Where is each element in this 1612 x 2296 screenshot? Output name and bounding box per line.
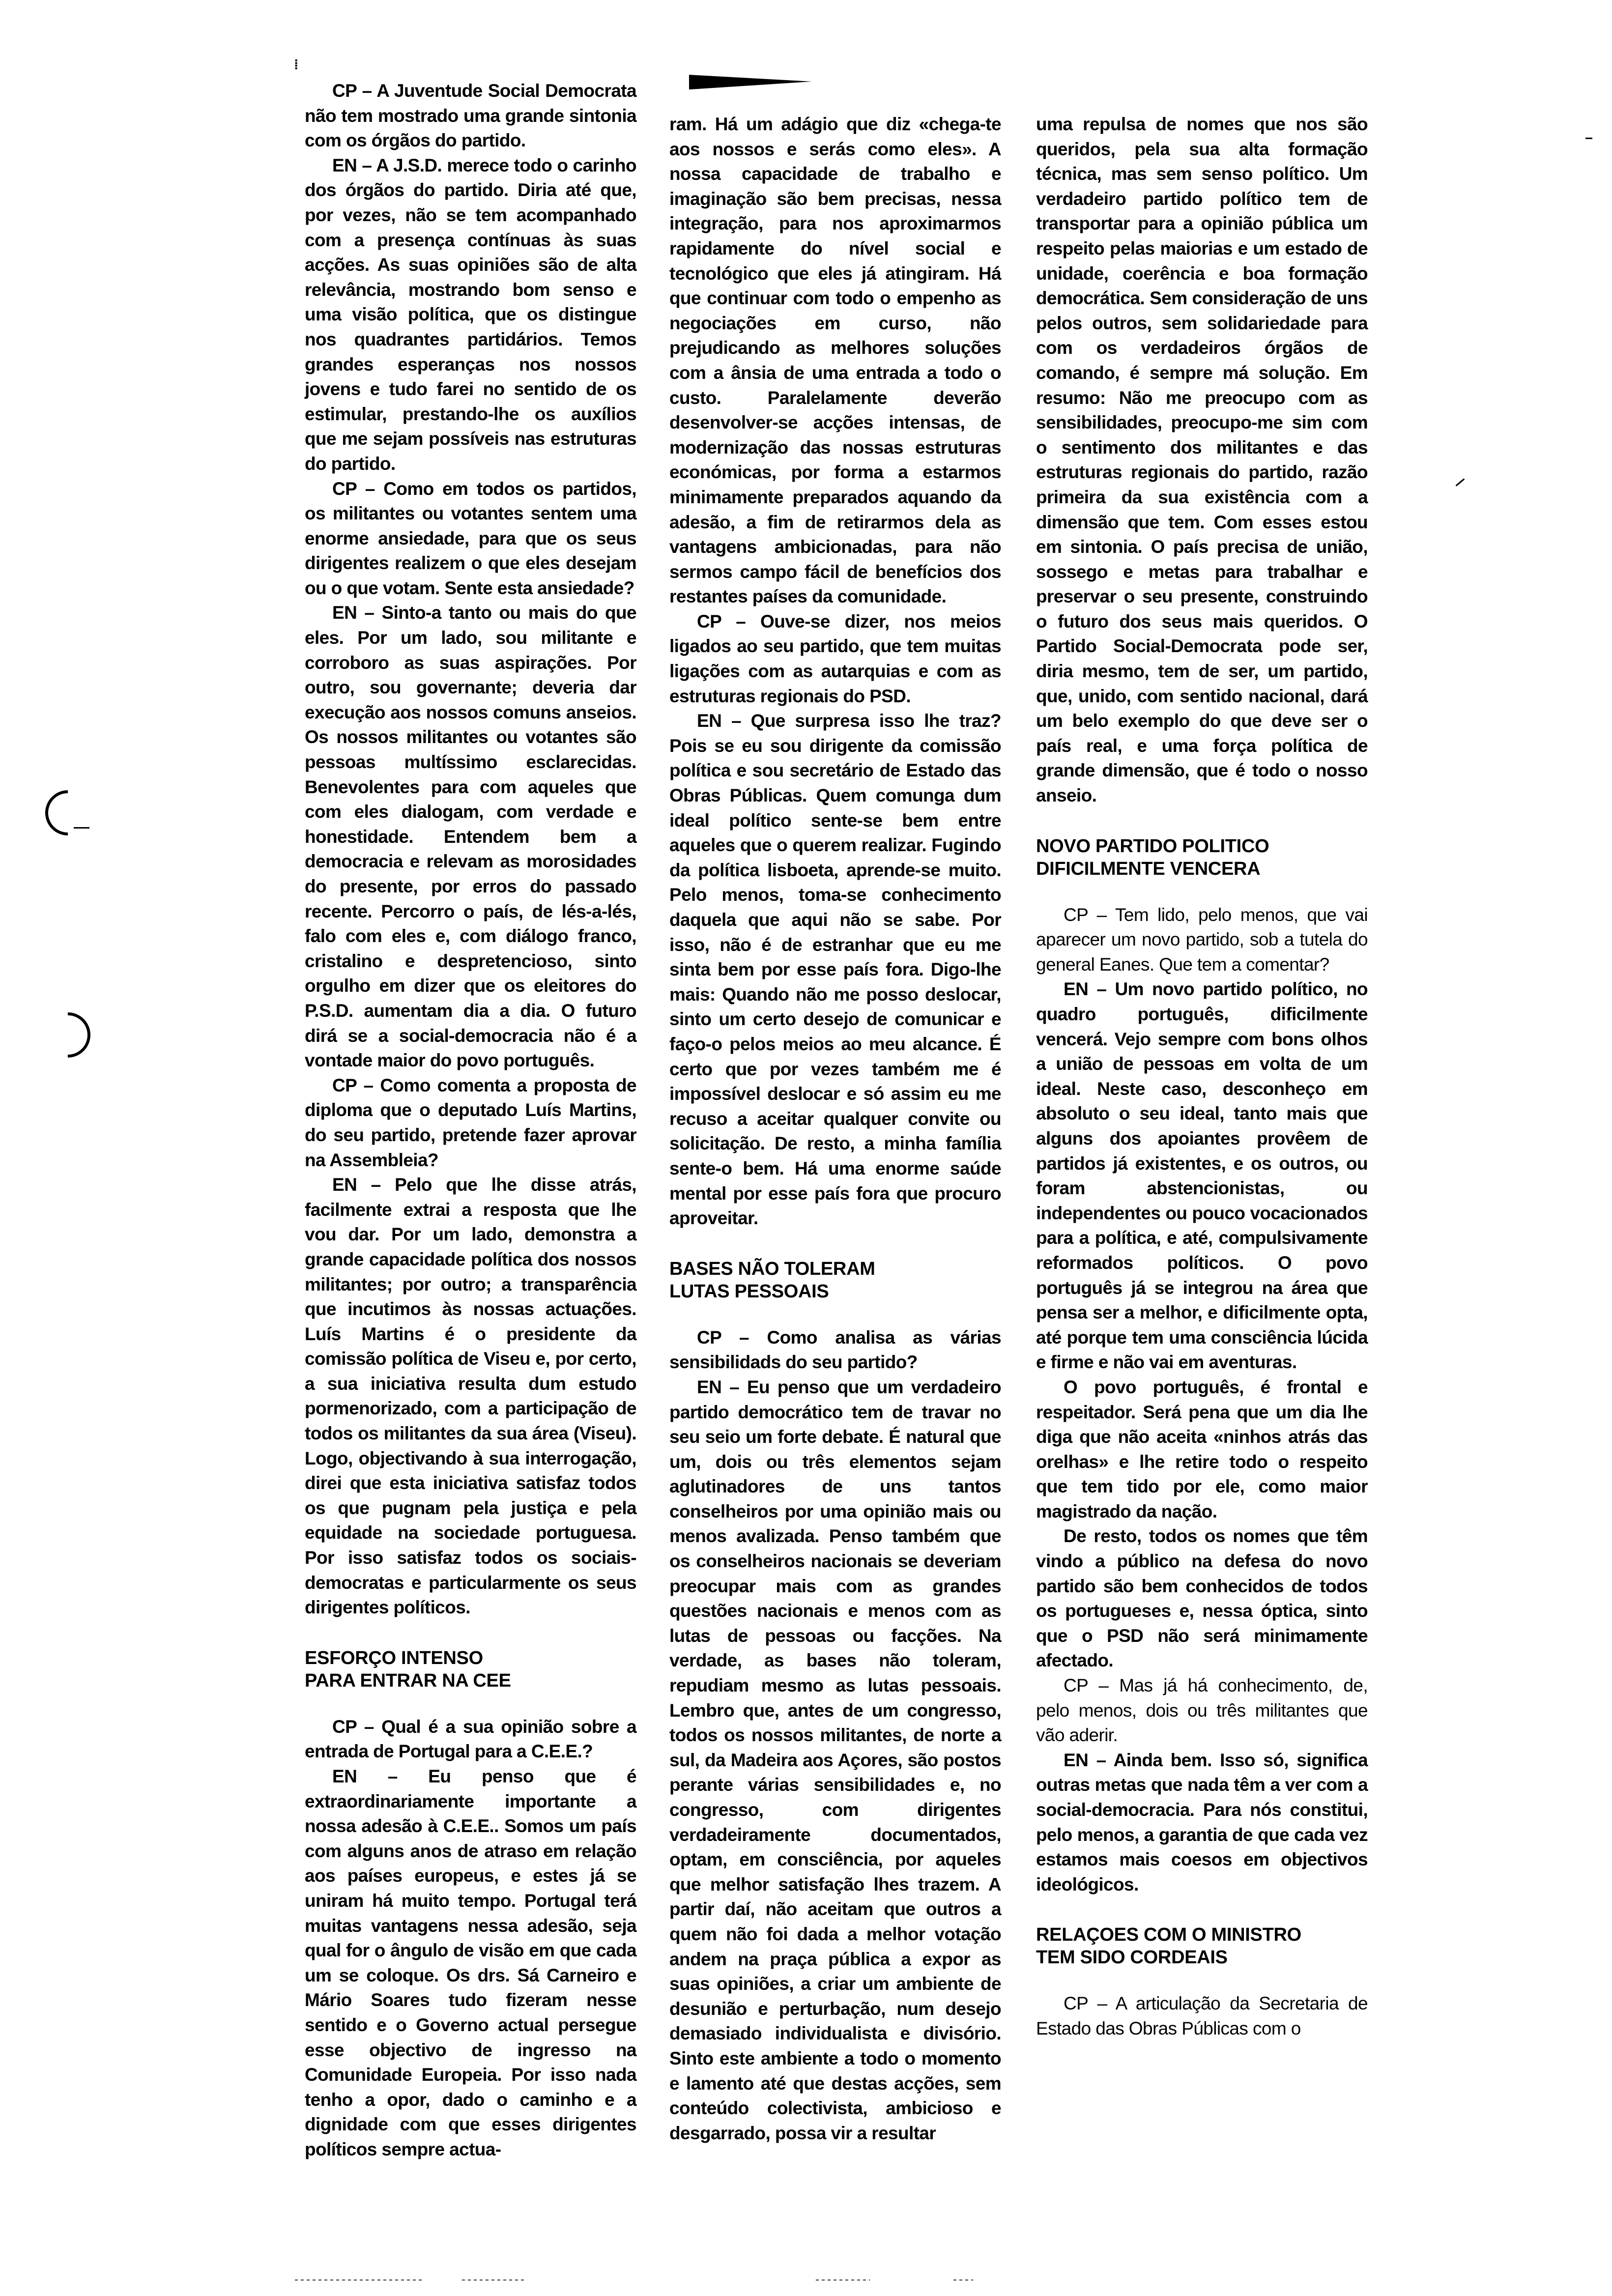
interviewer-question: CP – Mas já há conhecimento, de, pelo menos, dois ou três militantes que vão aderir.	[1036, 1675, 1368, 1746]
section-heading	[669, 1258, 1001, 1303]
section-heading-line: NOVO PARTIDO POLITICO	[1036, 835, 1269, 857]
interviewer-question: CP – Como em todos os partidos, os militantes ou votantes sentem uma enorme ansiedade, para que os seus dirigentes realizem o que eles desejam ou o que votam. Sente esta ansiedade?	[305, 478, 636, 598]
interviewer-question: CP – Tem lido, pelo menos, que vai aparecer um novo partido, sob a tutela do general Eanes. Que tem a comentar?	[1036, 904, 1368, 975]
margin-tick	[1585, 138, 1592, 139]
article-column-3	[1036, 112, 1368, 2041]
section-heading-line: PARA ENTRAR NA CEE	[305, 1670, 511, 1691]
section-heading-line: RELAÇOES COM O MINISTRO	[1036, 1924, 1301, 1946]
interviewee-answer: EN – Que surpresa isso lhe traz? Pois se eu sou dirigente da comissão política e sou secretário de Estado das Obras Públicas. Quem comunga dum ideal político sente-se bem entre aqueles que o querem realizar. Fugindo da política lisboeta, aprende-se muito. Pelo menos, toma-se conhecimento daquela que aqui não se sabe. Por isso, não é de estranhar que eu me sinta bem por esse país fora. Digo-lhe mais: Quando não me posso deslocar, sinto um certo desejo de comunicar e faço-o pelos meios ao meu alcance. É certo que por vezes também me é impossível deslocar e só assim eu me recuso a aceitar qualquer convite ou solicitação. De resto, a minha família sente-o bem. Há uma enorme saúde mental por esse país fora que procuro aproveitar.	[669, 711, 1001, 1229]
interviewee-answer: EN – Eu penso que é extraordinariamente importante a nossa adesão à C.E.E.. Somos um país com alguns anos de atraso em relação aos países europeus, e estes já se uniram há muito tempo. Portugal terá muitas vantagens nessa adesão, seja qual for o ângulo de visão em que cada um se coloque. Os drs. Sá Carneiro e Mário Soares tudo fizeram nesse sentido e o Governo actual persegue esse objectivo de ingresso na Comunidade Europeia. Por isso nada tenho a opor, dado o caminho e a dignidade com que esses dirigentes políticos sempre actua-	[305, 1766, 636, 2159]
interviewer-question: CP – Ouve-se dizer, nos meios ligados ao seu partido, que tem muitas ligações com as autarquias e com as estruturas regionais do PSD.	[669, 611, 1001, 706]
interviewer-question: CP – A articulação da Secretaria de Estado das Obras Públicas com o	[1036, 1993, 1368, 2038]
punch-hole-icon	[36, 1003, 100, 1067]
section-heading	[1036, 1923, 1368, 1969]
section-heading-line: ESFORÇO INTENSO	[305, 1647, 483, 1668]
section-heading-line: BASES NÃO TOLERAM	[669, 1258, 875, 1279]
interviewer-question: CP – Qual é a sua opinião sobre a entrada de Portugal para a C.E.E.?	[305, 1716, 636, 1762]
article-column-2	[669, 112, 1001, 2146]
punch-hole-icon	[36, 781, 100, 845]
top-wedge-rule	[689, 73, 812, 89]
footer-scan-noise	[953, 2279, 973, 2281]
section-heading-line: DIFICILMENTE VENCERA	[1036, 858, 1261, 879]
interviewer-question: CP – A Juventude Social Democrata não tem mostrado uma grande sintonia com os órgãos do partido.	[305, 81, 636, 151]
interviewee-answer: EN – Sinto-a tanto ou mais do que eles. Por um lado, sou militante e corroboro as suas aspirações. Por outro, sou governante; deveria dar execução aos nossos comuns anseios. Os nossos militantes ou votantes são pessoas multíssimo esclarecidas. Benevolentes para com aqueles que com eles dialogam, com verdade e honestidade. Entendem bem a democracia e relevam as morosidades do presente, por erros do passado recente. Percorro o país, de lés-a-lés, falo com eles e, com diálogo franco, cristalino e despretencioso, sinto orgulho em dizer que os eleitores do P.S.D. aumentam dia a dia. O futuro dirá se a social-democracia não é a vontade maior do povo português.	[305, 603, 636, 1071]
interviewee-answer: EN – Pelo que lhe disse atrás, facilmente extrai a resposta que lhe vou dar. Por um lado, demonstra a grande capacidade política dos nossos militantes; por outro; a transparência que incutimos às nossas actuações. Luís Martins é o presidente da comissão política de Viseu e, por certo, a sua iniciativa resulta dum estudo pormenorizado, com a participação de todos os militantes da sua área (Viseu). Logo, objectivando à sua interrogação, direi que esta iniciativa satisfaz todos os que pugnam pela justiça e pela equidade na sociedade portuguesa. Por isso satisfaz todos os sociais-democratas e particularmente os seus dirigentes políticos.	[305, 1175, 636, 1618]
section-heading	[1036, 835, 1368, 880]
footer-scan-noise	[816, 2279, 870, 2281]
interviewee-answer: EN – Ainda bem. Isso só, significa outras metas que nada têm a ver com a social-democracia. Para nós constitui, pelo menos, a garantia de que cada vez estamos mais coesos em objectivos ideológicos.	[1036, 1750, 1368, 1894]
article-paragraph: uma repulsa de nomes que nos são queridos, pela sua alta formação técnica, mas sem senso político. Um verdadeiro partido político tem de transportar para a opinião pública um respeito pelas maiorias e um estado de unidade, coerência e boa formação democrática. Sem consideração de uns pelos outros, sem solidariedade para com os verdadeiros órgãos de comando, é sempre má solução. Em resumo: Não me preocupo com as sensibilidades, preocupo-me sim com o sentimento dos militantes e das estruturas regionais do partido, razão primeira da sua existência com a dimensão que tem. Com esses estou em sintonia. O país precisa de união, sossego e metas para trabalhar e preservar o seu presente, construindo o futuro dos seus mais queridos. O Partido Social-Democrata pode ser, diria mesmo, tem de ser, um partido, que, unido, com sentido nacional, dará um belo exemplo do que deve ser o país real, e uma força política de grande dimensão, que é todo o nosso anseio.	[1036, 114, 1368, 806]
footer-scan-noise	[462, 2279, 526, 2281]
section-heading	[305, 1647, 636, 1692]
article-paragraph: ram. Há um adágio que diz «chega-te aos nossos e serás como eles». A nossa capacidade de trabalho e imaginação são bem precisas, nessa integração, para nos aproximarmos rapidamente do nível social e tecnológico que eles já atingiram. Há que continuar com todo o empenho as negociações em curso, não prejudicando as melhores soluções com a ânsia de uma entrada a todo o custo. Paralelamente deverão desenvolver-se acções intensas, de modernização das nossas estruturas económicas, por forma a estarmos minimamente preparados aquando da adesão, a fim de retirarmos dela as vantagens ambicionadas, para não sermos campo fácil de benefícios dos restantes países da comunidade.	[669, 114, 1001, 607]
article-paragraph: De resto, todos os nomes que têm vindo a público na defesa do novo partido são bem conhecidos de todos os portugueses e, nessa óptica, sinto que o PSD não será minimamente afectado.	[1036, 1526, 1368, 1671]
footer-scan-noise	[295, 2279, 423, 2281]
article-paragraph: O povo português, é frontal e respeitador. Será pena que um dia lhe diga que não aceita «ninhos atrás das orelhas» e lhe retire todo o respeito que tem tido por ele, como maior magistrado da nação.	[1036, 1377, 1368, 1521]
margin-tick	[74, 827, 89, 829]
interviewee-answer: EN – A J.S.D. merece todo o carinho dos órgãos do partido. Diria até que, por vezes, não se tem acompanhado com a presença contínuas às suas acções. As suas opiniões são de alta relevância, mostrando bom senso e uma visão política, que os distingue nos quadrantes partidários. Temos grandes esperanças nos nossos jovens e tudo farei no sentido de os estimular, prestando-lhe os auxílios que me sejam possíveis nas estruturas do partido.	[305, 155, 636, 474]
interviewee-answer: EN – Eu penso que um verdadeiro partido democrático tem de travar no seu seio um forte debate. É natural que um, dois ou três elementos sejam aglutinadores de uns tantos conselheiros por uma opinião mais ou menos avalizada. Penso também que os conselheiros nacionais se deveriam preocupar mais com as grandes questões nacionais e menos com as lutas de pessoas ou facções. Na verdade, as bases não toleram, repudiam mesmo as lutas pessoais. Lembro que, antes de um congresso, todos os nossos militantes, de norte a sul, da Madeira aos Açores, são postos perante várias sensibilidades e, no congresso, com dirigentes verdadeiramente documentados, optam, em consciência, por aqueles que melhor satisfação lhes trazem. A partir daí, não aceitam que outros a quem não foi dada a melhor votação andem na praça pública a expor as suas opiniões, a criar um ambiente de desunião e perturbação, num desejo demasiado individualista e divisório. Sinto este ambiente a todo o momento e lamento até que destas acções, sem conteúdo colectivista, ambicioso e desgarrado, possa vir a resultar	[669, 1377, 1001, 2143]
interviewer-question: CP – Como comenta a proposta de diploma que o deputado Luís Martins, do seu partido, pretende fazer aprovar na Assembleia?	[305, 1075, 636, 1170]
section-heading-line: TEM SIDO CORDEAIS	[1036, 1947, 1228, 1968]
section-heading-line: LUTAS PESSOAIS	[669, 1281, 829, 1302]
margin-tick	[1456, 478, 1465, 486]
margin-tick: ⁞	[294, 57, 299, 72]
interviewer-question: CP – Como analisa as várias sensibilidads do seu partido?	[669, 1327, 1001, 1373]
interviewee-answer: EN – Um novo partido político, no quadro português, dificilmente vencerá. Vejo sempre com bons olhos a união de pessoas em volta de um ideal. Neste caso, desconheço em absoluto o seu ideal, tanto mais que alguns dos apoiantes provêem de partidos já existentes, e os outros, ou foram abstencionistas, ou independentes ou pouco vocacionados para a política, e até, compulsivamente reformados políticos. O povo português já se integrou na área que pensa ser a melhor, e dificilmente opta, até porque tem uma consciência lúcida e firme e não vai em aventuras.	[1036, 979, 1368, 1373]
article-column-1	[305, 79, 636, 2162]
